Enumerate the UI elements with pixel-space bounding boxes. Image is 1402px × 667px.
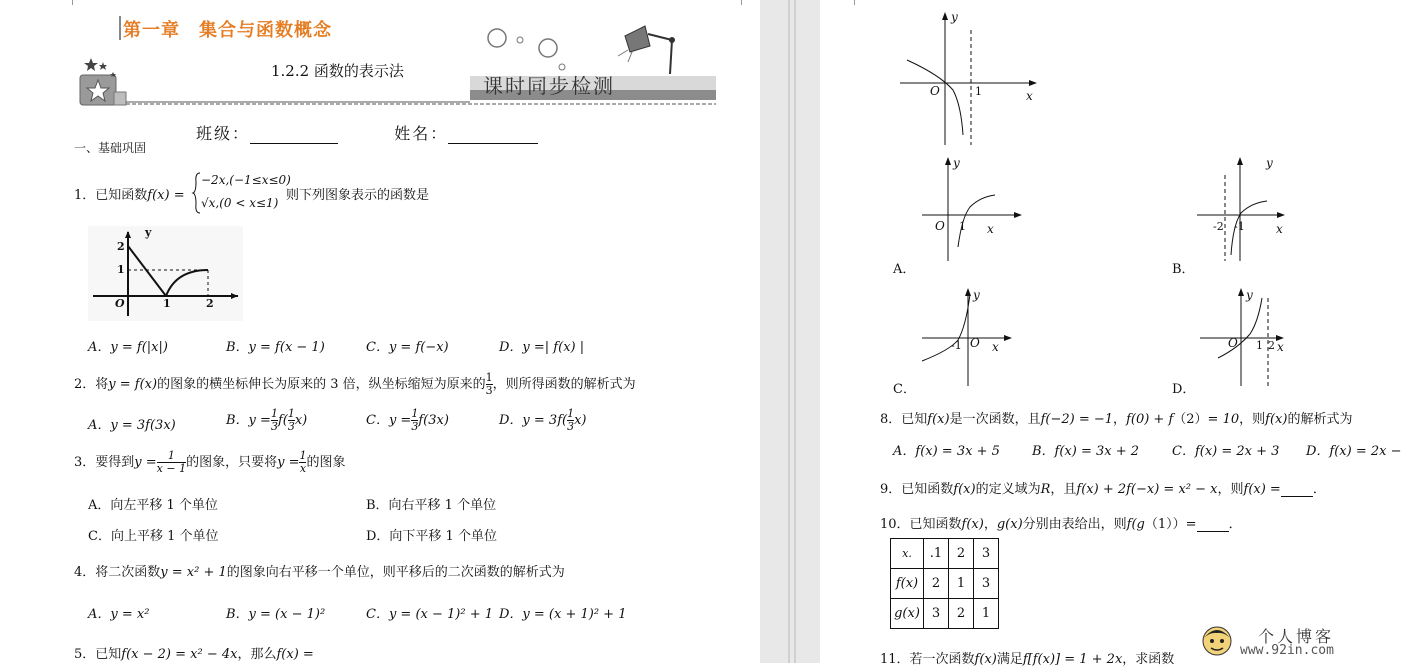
graph-c-o: O bbox=[970, 336, 980, 350]
table-cell: 3 bbox=[974, 539, 999, 569]
table-cell: 2 bbox=[949, 599, 974, 629]
table-row bbox=[891, 569, 999, 599]
name-blank[interactable] bbox=[448, 143, 538, 144]
question-5: 5．已知f(x − 2) = x² − 4x，那么f(x) = bbox=[74, 647, 314, 662]
q4-option-b[interactable]: B．y = (x − 1)² bbox=[226, 607, 326, 622]
top-graph bbox=[895, 10, 1045, 150]
q1-graph-x-2: 2 bbox=[206, 297, 214, 310]
top-graph-1: 1 bbox=[975, 85, 982, 98]
q9-answer-blank[interactable] bbox=[1281, 496, 1313, 497]
table-cell: 2 bbox=[949, 539, 974, 569]
graph-d-y: y bbox=[1246, 288, 1253, 302]
q1-option-d[interactable]: D．y =| f(x) | bbox=[499, 340, 585, 355]
q8-option-a[interactable]: A．f(x) = 3x + 5 bbox=[893, 444, 1000, 459]
table-cell: .1 bbox=[924, 539, 949, 569]
q2-option-a[interactable]: A．y = 3f(3x) bbox=[88, 418, 176, 433]
q3-option-a[interactable]: A．向左平移 1 个单位 bbox=[88, 498, 218, 513]
star-trophy-icon bbox=[80, 58, 126, 105]
q1-case-2: √x,(0 < x≤1) bbox=[201, 196, 279, 210]
graph-a-y: y bbox=[953, 156, 960, 170]
graph-b-minus1: -1 bbox=[1234, 220, 1245, 233]
top-graph-o: O bbox=[930, 84, 940, 98]
class-blank[interactable] bbox=[250, 143, 338, 144]
q8-option-d[interactable]: D．f(x) = 2x − bbox=[1306, 444, 1402, 459]
desk-lamp-icon bbox=[618, 26, 675, 74]
q4-option-c[interactable]: C．y = (x − 1)² + 1 bbox=[366, 607, 493, 622]
graph-d-x: x bbox=[1277, 340, 1284, 354]
bubble-icon bbox=[517, 37, 523, 43]
q2-option-b[interactable]: B．y = $\frac{1}{3}$ f( $\frac{1}{3}$ x) bbox=[226, 407, 308, 433]
class-label: 班级： bbox=[196, 124, 251, 143]
table-row bbox=[891, 539, 999, 569]
q1-graph-x-1: 1 bbox=[163, 297, 171, 310]
graph-c-minus1: -1 bbox=[951, 339, 962, 352]
brace-icon bbox=[193, 172, 201, 214]
chapter-title: 第一章 集合与函数概念 bbox=[123, 20, 332, 41]
table-cell: 3 bbox=[974, 569, 999, 599]
q1-graph-tick-1: 1 bbox=[117, 263, 125, 276]
q1-graph-y-label: y bbox=[145, 226, 152, 239]
q1-option-b[interactable]: B．y = f(x − 1) bbox=[226, 340, 325, 355]
q8-option-b[interactable]: B．f(x) = 3x + 2 bbox=[1032, 444, 1140, 459]
q2-option-c[interactable]: C．y = $\frac{1}{3}$ f(3x) bbox=[366, 407, 449, 433]
graph-b-minus2: -2 bbox=[1213, 220, 1224, 233]
bubble-icon bbox=[488, 29, 506, 47]
table-cell: 3 bbox=[924, 599, 949, 629]
graph-a-1: 1 bbox=[959, 220, 966, 233]
graph-a bbox=[920, 155, 1030, 265]
graph-d-o: O bbox=[1228, 336, 1238, 350]
graph-b-x: x bbox=[1276, 222, 1283, 236]
bubble-icon bbox=[539, 39, 557, 57]
name-label: 姓名： bbox=[394, 124, 449, 143]
q4-option-a[interactable]: A．y = x² bbox=[88, 607, 150, 622]
graph-a-x: x bbox=[987, 222, 994, 236]
mascot-icon bbox=[1200, 624, 1234, 658]
function-table bbox=[890, 538, 999, 629]
graph-d-option[interactable]: D． bbox=[1172, 382, 1196, 397]
header-banner-graphic bbox=[0, 0, 760, 110]
watermark-url: www.92in.com bbox=[1240, 643, 1334, 658]
graph-c-y: y bbox=[973, 288, 980, 302]
graph-c-option[interactable]: C． bbox=[893, 382, 916, 397]
q1-graph-tick-2: 2 bbox=[117, 240, 125, 253]
class-name-row bbox=[196, 121, 538, 144]
banner-text: 课时同步检测 bbox=[483, 74, 615, 98]
section-title: 1.2.2 函数的表示法 bbox=[271, 62, 404, 80]
q10-answer-blank[interactable] bbox=[1197, 531, 1229, 532]
q1-suffix: 则下列图象表示的函数是 bbox=[286, 188, 430, 203]
watermark-title: 个人博客 bbox=[1258, 627, 1335, 646]
graph-a-option[interactable]: A． bbox=[893, 262, 916, 277]
q1-case-1: −2x,(−1≤x≤0) bbox=[201, 173, 291, 187]
q4-option-d[interactable]: D．y = (x + 1)² + 1 bbox=[499, 607, 627, 622]
table-cell: 1 bbox=[974, 599, 999, 629]
table-row bbox=[891, 599, 999, 629]
question-10: 10．已知函数f(x)，g(x)分别由表给出，则f(g（1））= ． bbox=[880, 517, 1242, 532]
table-cell: g(x) bbox=[891, 599, 924, 629]
q1-option-c[interactable]: C．y = f(−x) bbox=[366, 340, 449, 355]
q1-option-a[interactable]: A．y = f(|x|) bbox=[88, 340, 168, 355]
question-4: 4．将二次函数y = x² + 1的图象向右平移一个单位，则平移后的二次函数的解析式为 bbox=[74, 565, 565, 580]
q1-graph-origin: O bbox=[115, 297, 125, 310]
table-cell: f(x) bbox=[891, 569, 924, 599]
top-graph-x: x bbox=[1026, 89, 1033, 103]
graph-d-2: 2 bbox=[1268, 339, 1275, 352]
graph-b-y: y bbox=[1266, 156, 1273, 170]
question-9: 9．已知函数f(x)的定义域为R，且f(x) + 2f(−x) = x² − x，则f(x) = ． bbox=[880, 482, 1326, 497]
q8-option-c[interactable]: C．f(x) = 2x + 3 bbox=[1172, 444, 1280, 459]
q3-option-d[interactable]: D．向下平移 1 个单位 bbox=[366, 529, 497, 544]
basic-section-heading: 一、基础巩固 bbox=[74, 141, 147, 155]
page-gutter bbox=[760, 0, 820, 663]
graph-d-1: 1 bbox=[1256, 339, 1263, 352]
question-2: 2．将y = f(x)的图象的横坐标伸长为原来的 3 倍，纵坐标缩短为原来的 $\frac{1}{3}$ ，则所得函数的解析式为 bbox=[74, 371, 636, 397]
top-graph-y: y bbox=[951, 10, 958, 24]
question-3: 3．要得到y = $\frac{1}{x - 1}$ 的图象，只要将y = $\frac{1}{x}$ 的图象 bbox=[74, 449, 346, 475]
graph-c-x: x bbox=[992, 340, 999, 354]
watermark bbox=[1196, 618, 1386, 663]
table-cell: x. bbox=[891, 539, 924, 569]
q3-option-c[interactable]: C．向上平移 1 个单位 bbox=[88, 529, 219, 544]
table-cell: 2 bbox=[924, 569, 949, 599]
graph-a-o: O bbox=[935, 219, 945, 233]
q2-option-d[interactable]: D．y = 3f( $\frac{1}{3}$ x) bbox=[499, 407, 587, 433]
table-cell: 1 bbox=[949, 569, 974, 599]
graph-b-option[interactable]: B． bbox=[1172, 262, 1195, 277]
q3-option-b[interactable]: B．向右平移 1 个单位 bbox=[366, 498, 497, 513]
question-1: 1．已知函数f(x) = bbox=[74, 188, 185, 203]
graph-b bbox=[1195, 155, 1295, 265]
question-8: 8．已知f(x)是一次函数，且f(−2) = −1，f(0) + f（2）= 10，则f(x)的解析式为 bbox=[880, 412, 1353, 427]
question-11: 11．若一次函数f(x)满足f[f(x)] = 1 + 2x，求函数 bbox=[880, 652, 1175, 667]
page-corner-mark bbox=[854, 0, 855, 5]
